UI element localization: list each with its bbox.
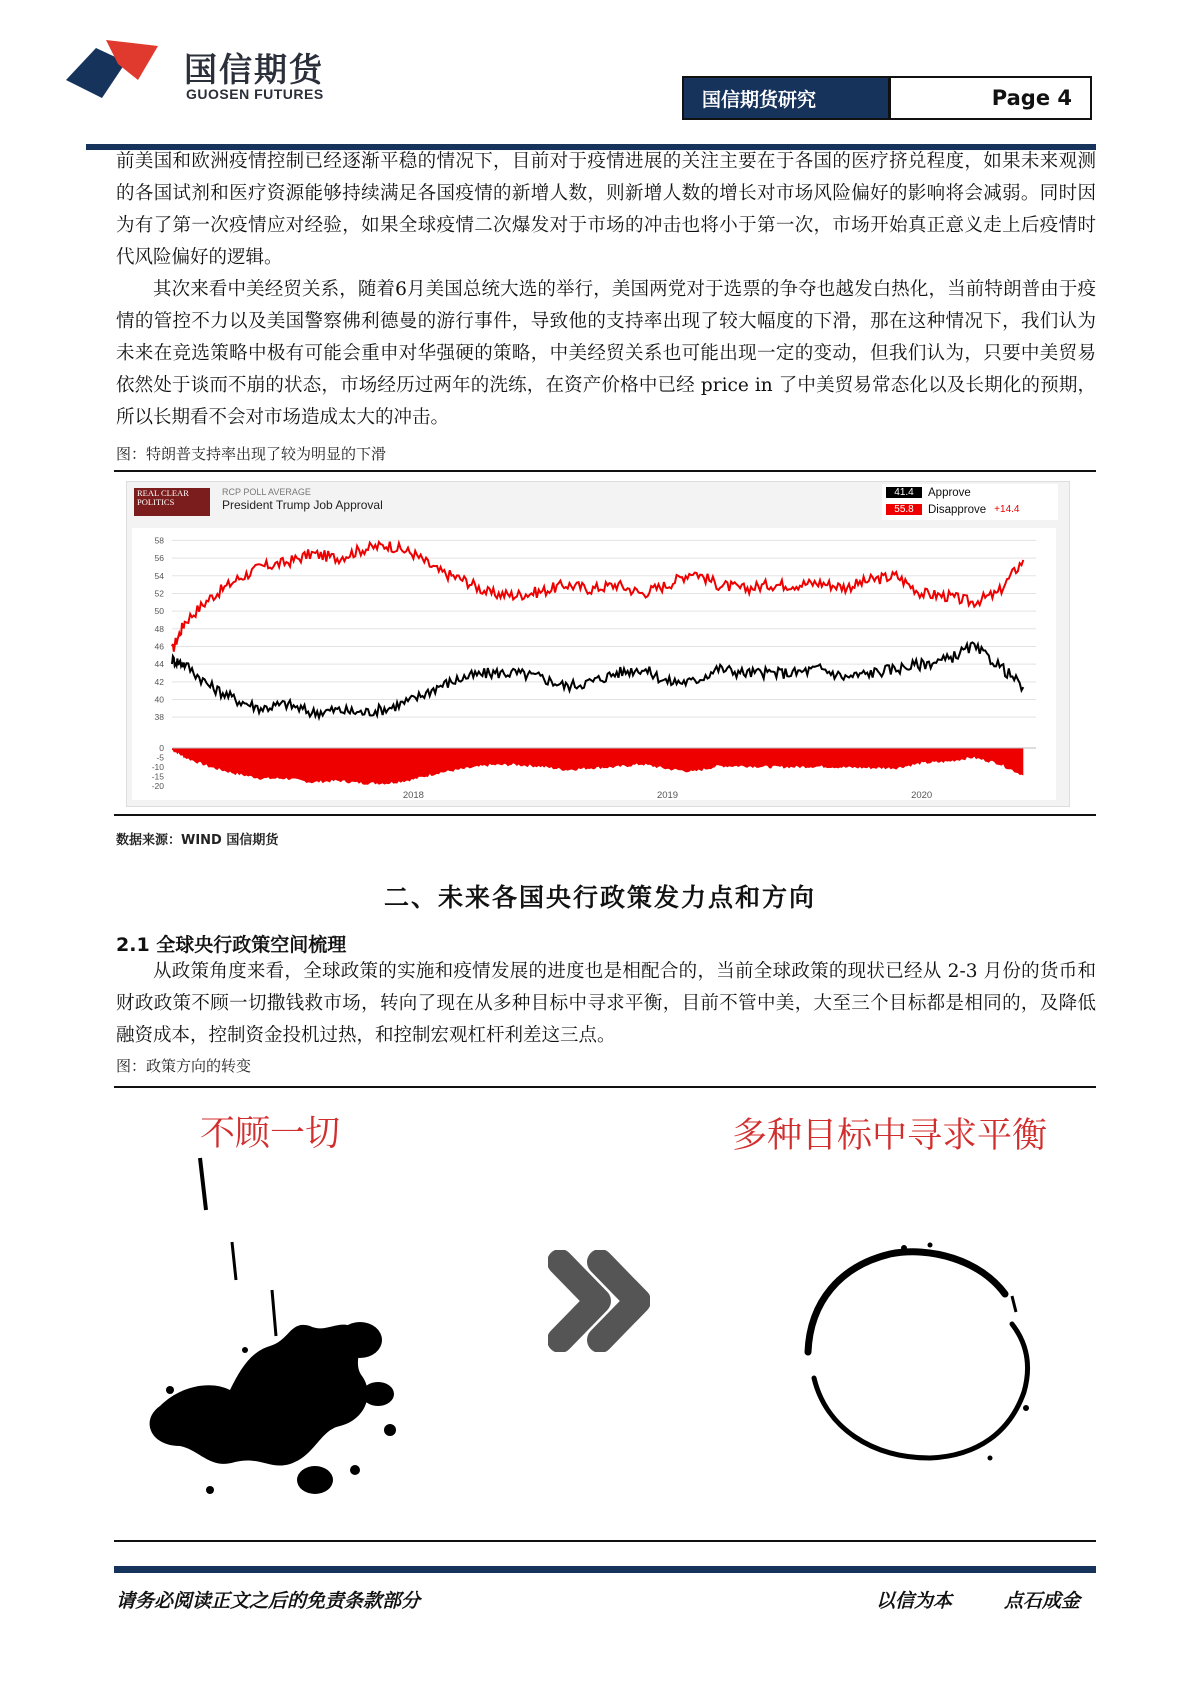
x-tick-label: 2019 (656, 790, 679, 800)
spread-tick-label: 0 (159, 743, 164, 753)
y-tick-label: 40 (154, 694, 164, 705)
x-tick-label: 2020 (911, 790, 933, 800)
data-source: 数据来源：WIND 国信期货 (116, 833, 279, 848)
spread-area (172, 748, 1023, 785)
chart-legend (882, 484, 1058, 520)
y-tick-label: 54 (154, 570, 164, 581)
paragraph-1 (116, 146, 1096, 274)
legend-approve (882, 484, 1058, 501)
spread-tick-label: -20 (151, 781, 164, 792)
figure-1-caption: 图：特朗普支持率出现了较为明显的下滑 (116, 445, 387, 463)
x-tick-label: 2018 (402, 790, 424, 800)
y-tick-label: 56 (154, 553, 164, 564)
figure-2-caption: 图：政策方向的转变 (116, 1057, 252, 1075)
figure-2-top-rule (114, 1086, 1096, 1088)
footer-motto-1: 以信为本 (876, 1590, 953, 1612)
y-tick-label: 58 (154, 535, 164, 546)
rcp-logo: REAL CLEAR POLITICS (134, 488, 210, 516)
y-tick-label: 44 (154, 659, 164, 670)
legend-disapprove-label: Disapprove (928, 503, 987, 516)
y-tick-label: 50 (154, 606, 164, 617)
footer-motto-2: 点石成金 (1004, 1590, 1081, 1612)
legend-spread: +14.4 (994, 504, 1020, 515)
y-tick-label: 48 (154, 623, 164, 634)
chart-subtitle: RCP POLL AVERAGE (222, 487, 311, 497)
y-tick-label: 52 (154, 588, 164, 599)
paragraph-2-text: 其次来看中美经贸关系，随着6月美国总统大选的举行，美国两党对于选票的争夺也越发白热化，当前特朗普由于疫情的管控不力以及美国警察佛利德曼的游行事件，导致他的支持率出现了较大幅度的下滑，那在这种情况下，我们认为未来在竞选策略中极有可能会重申对华强硬的策略，中美经贸关系也可能出现一定的变动，但我们认为，只要中美贸易依然处于谈而不崩的状态，市场经历过两年的洗练，在资产价格中已经 price in 了中美贸易常态化以及长期化的预期，所以长期看不会对市场造成太大的冲击。 (116, 279, 1096, 428)
company-logo-mark (66, 40, 164, 98)
spread-tick-label: -5 (156, 752, 164, 763)
company-logo-text: 国信期货 (184, 50, 324, 89)
chart-title: President Trump Job Approval (222, 498, 383, 512)
footer-disclaimer: 请务必阅读正文之后的免责条款部分 (116, 1590, 421, 1612)
legend-approve-label: Approve (928, 486, 971, 499)
y-tick-label: 38 (154, 712, 164, 723)
paragraph-3 (116, 956, 1096, 1052)
page-number: Page 4 (888, 78, 1090, 118)
y-tick-label: 46 (154, 641, 164, 652)
figure-1-bottom-rule (114, 814, 1096, 816)
subsection-title: 2.1 全球央行政策空间梳理 (116, 934, 347, 956)
footer-divider (114, 1566, 1096, 1573)
paragraph-3-text: 从政策角度来看，全球政策的实施和疫情发展的进度也是相配合的，当前全球政策的现状已经从 2-3 月份的货币和财政政策不顾一切撒钱救市场，转向了现在从多种目标中寻求平衡，目前不管中美，大至三个目标都是相同的，及降低融资成本，控制资金投机过热，和控制宏观杠杆利差这三点。 (116, 961, 1096, 1046)
y-tick-label: 42 (154, 676, 164, 687)
header-box (682, 76, 1092, 120)
chart-canvas (132, 528, 1056, 800)
paragraph-2 (116, 274, 1096, 434)
ink-circle-image (780, 1232, 1060, 1492)
report-label: 国信期货研究 (684, 78, 888, 118)
series-line-approve (172, 642, 1023, 717)
figure-2-right-label: 多种目标中寻求平衡 (732, 1116, 1048, 1156)
figure-2-bottom-rule (114, 1540, 1096, 1542)
legend-disapprove-value: 55.8 (886, 504, 922, 515)
paragraph-1-text: 前美国和欧洲疫情控制已经逐渐平稳的情况下，目前对于疫情进展的关注主要在于各国的医疗挤兑程度，如果未来观测的各国试剂和医疗资源能够持续满足各国疫情的新增人数，则新增人数的增长对市场风险偏好的影响将会减弱。同时因为有了第一次疫情应对经验，如果全球疫情二次爆发对于市场的冲击也将小于第一次，市场开始真正意义走上后疫情时代风险偏好的逻辑。 (116, 151, 1096, 268)
double-chevron-right-icon (548, 1250, 650, 1352)
company-logo-english: GUOSEN FUTURES (186, 86, 324, 102)
spread-tick-label: -15 (151, 771, 164, 782)
legend-approve-value: 41.4 (886, 487, 922, 498)
figure-1-top-rule (114, 470, 1096, 472)
legend-disapprove (882, 501, 1058, 518)
ink-splash-image (140, 1150, 430, 1510)
section-title: 二、未来各国央行政策发力点和方向 (383, 883, 816, 912)
figure-2-left-label: 不顾一切 (200, 1114, 341, 1154)
spread-tick-label: -10 (151, 762, 164, 773)
